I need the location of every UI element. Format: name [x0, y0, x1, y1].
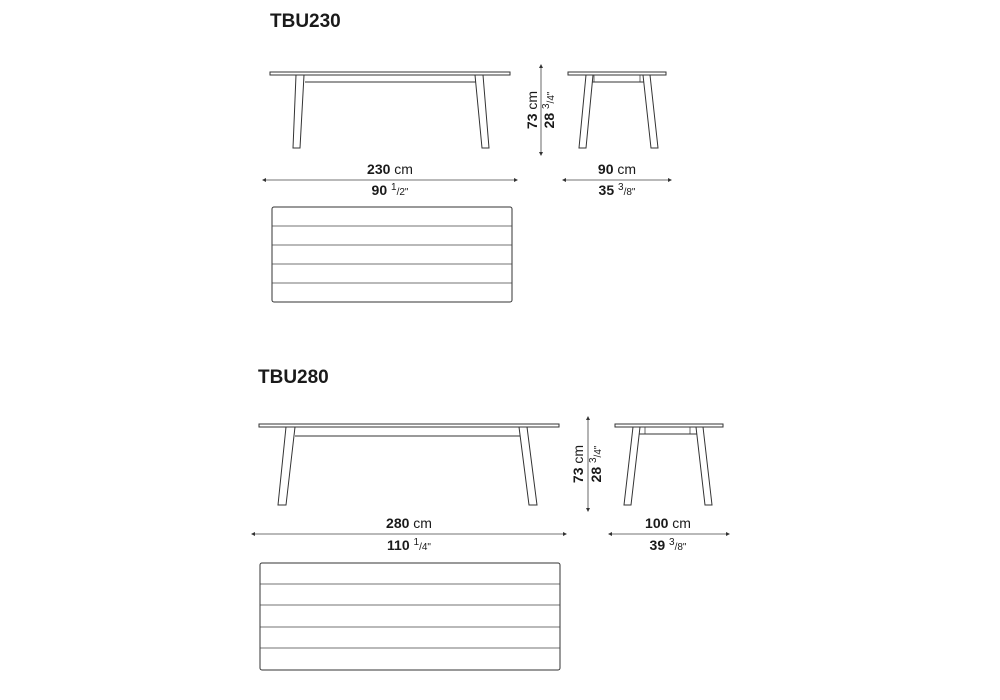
side-left-leg [579, 75, 593, 148]
model-tbu230 [264, 11, 670, 302]
plan-view [272, 207, 512, 302]
left-leg [278, 427, 295, 505]
plan-outline [260, 563, 560, 670]
side-top [615, 424, 723, 427]
height-cm: 73 cm [524, 90, 540, 130]
height-dimension [570, 418, 604, 510]
plan-view [260, 563, 560, 670]
width-dimension [564, 161, 670, 198]
model-tbu280 [253, 367, 728, 670]
height-dimension [524, 66, 557, 154]
width-dimension [610, 515, 728, 553]
length-in: 110 $^1$/4" [387, 536, 431, 553]
width-in: 35 $^3$/8" [598, 181, 636, 198]
height-in: 28 $^3$/4" [540, 91, 557, 129]
length-cm: 280 cm [386, 515, 432, 531]
plan-outline [272, 207, 512, 302]
side-elevation [615, 424, 723, 505]
model-title: TBU280 [258, 367, 329, 388]
model-title: TBU230 [270, 11, 341, 32]
length-cm: 230 cm [367, 161, 413, 177]
front-elevation [270, 72, 510, 148]
right-leg [475, 75, 489, 148]
length-in: 90 $^1$/2" [371, 181, 409, 198]
width-cm: 100 cm [645, 515, 691, 531]
side-right-leg [643, 75, 658, 148]
length-dimension [253, 515, 565, 553]
height-cm: 73 cm [570, 444, 586, 484]
width-in: 39 $^3$/8" [649, 536, 687, 553]
side-top [568, 72, 666, 75]
table-top [270, 72, 510, 75]
right-leg [519, 427, 537, 505]
front-elevation [259, 424, 559, 505]
height-in: 28 $^3$/4" [587, 445, 604, 483]
left-leg [293, 75, 304, 148]
length-dimension [264, 161, 516, 198]
side-right-leg [696, 427, 712, 505]
side-left-leg [624, 427, 640, 505]
width-cm: 90 cm [597, 161, 637, 177]
side-elevation [568, 72, 666, 148]
table-top [259, 424, 559, 427]
